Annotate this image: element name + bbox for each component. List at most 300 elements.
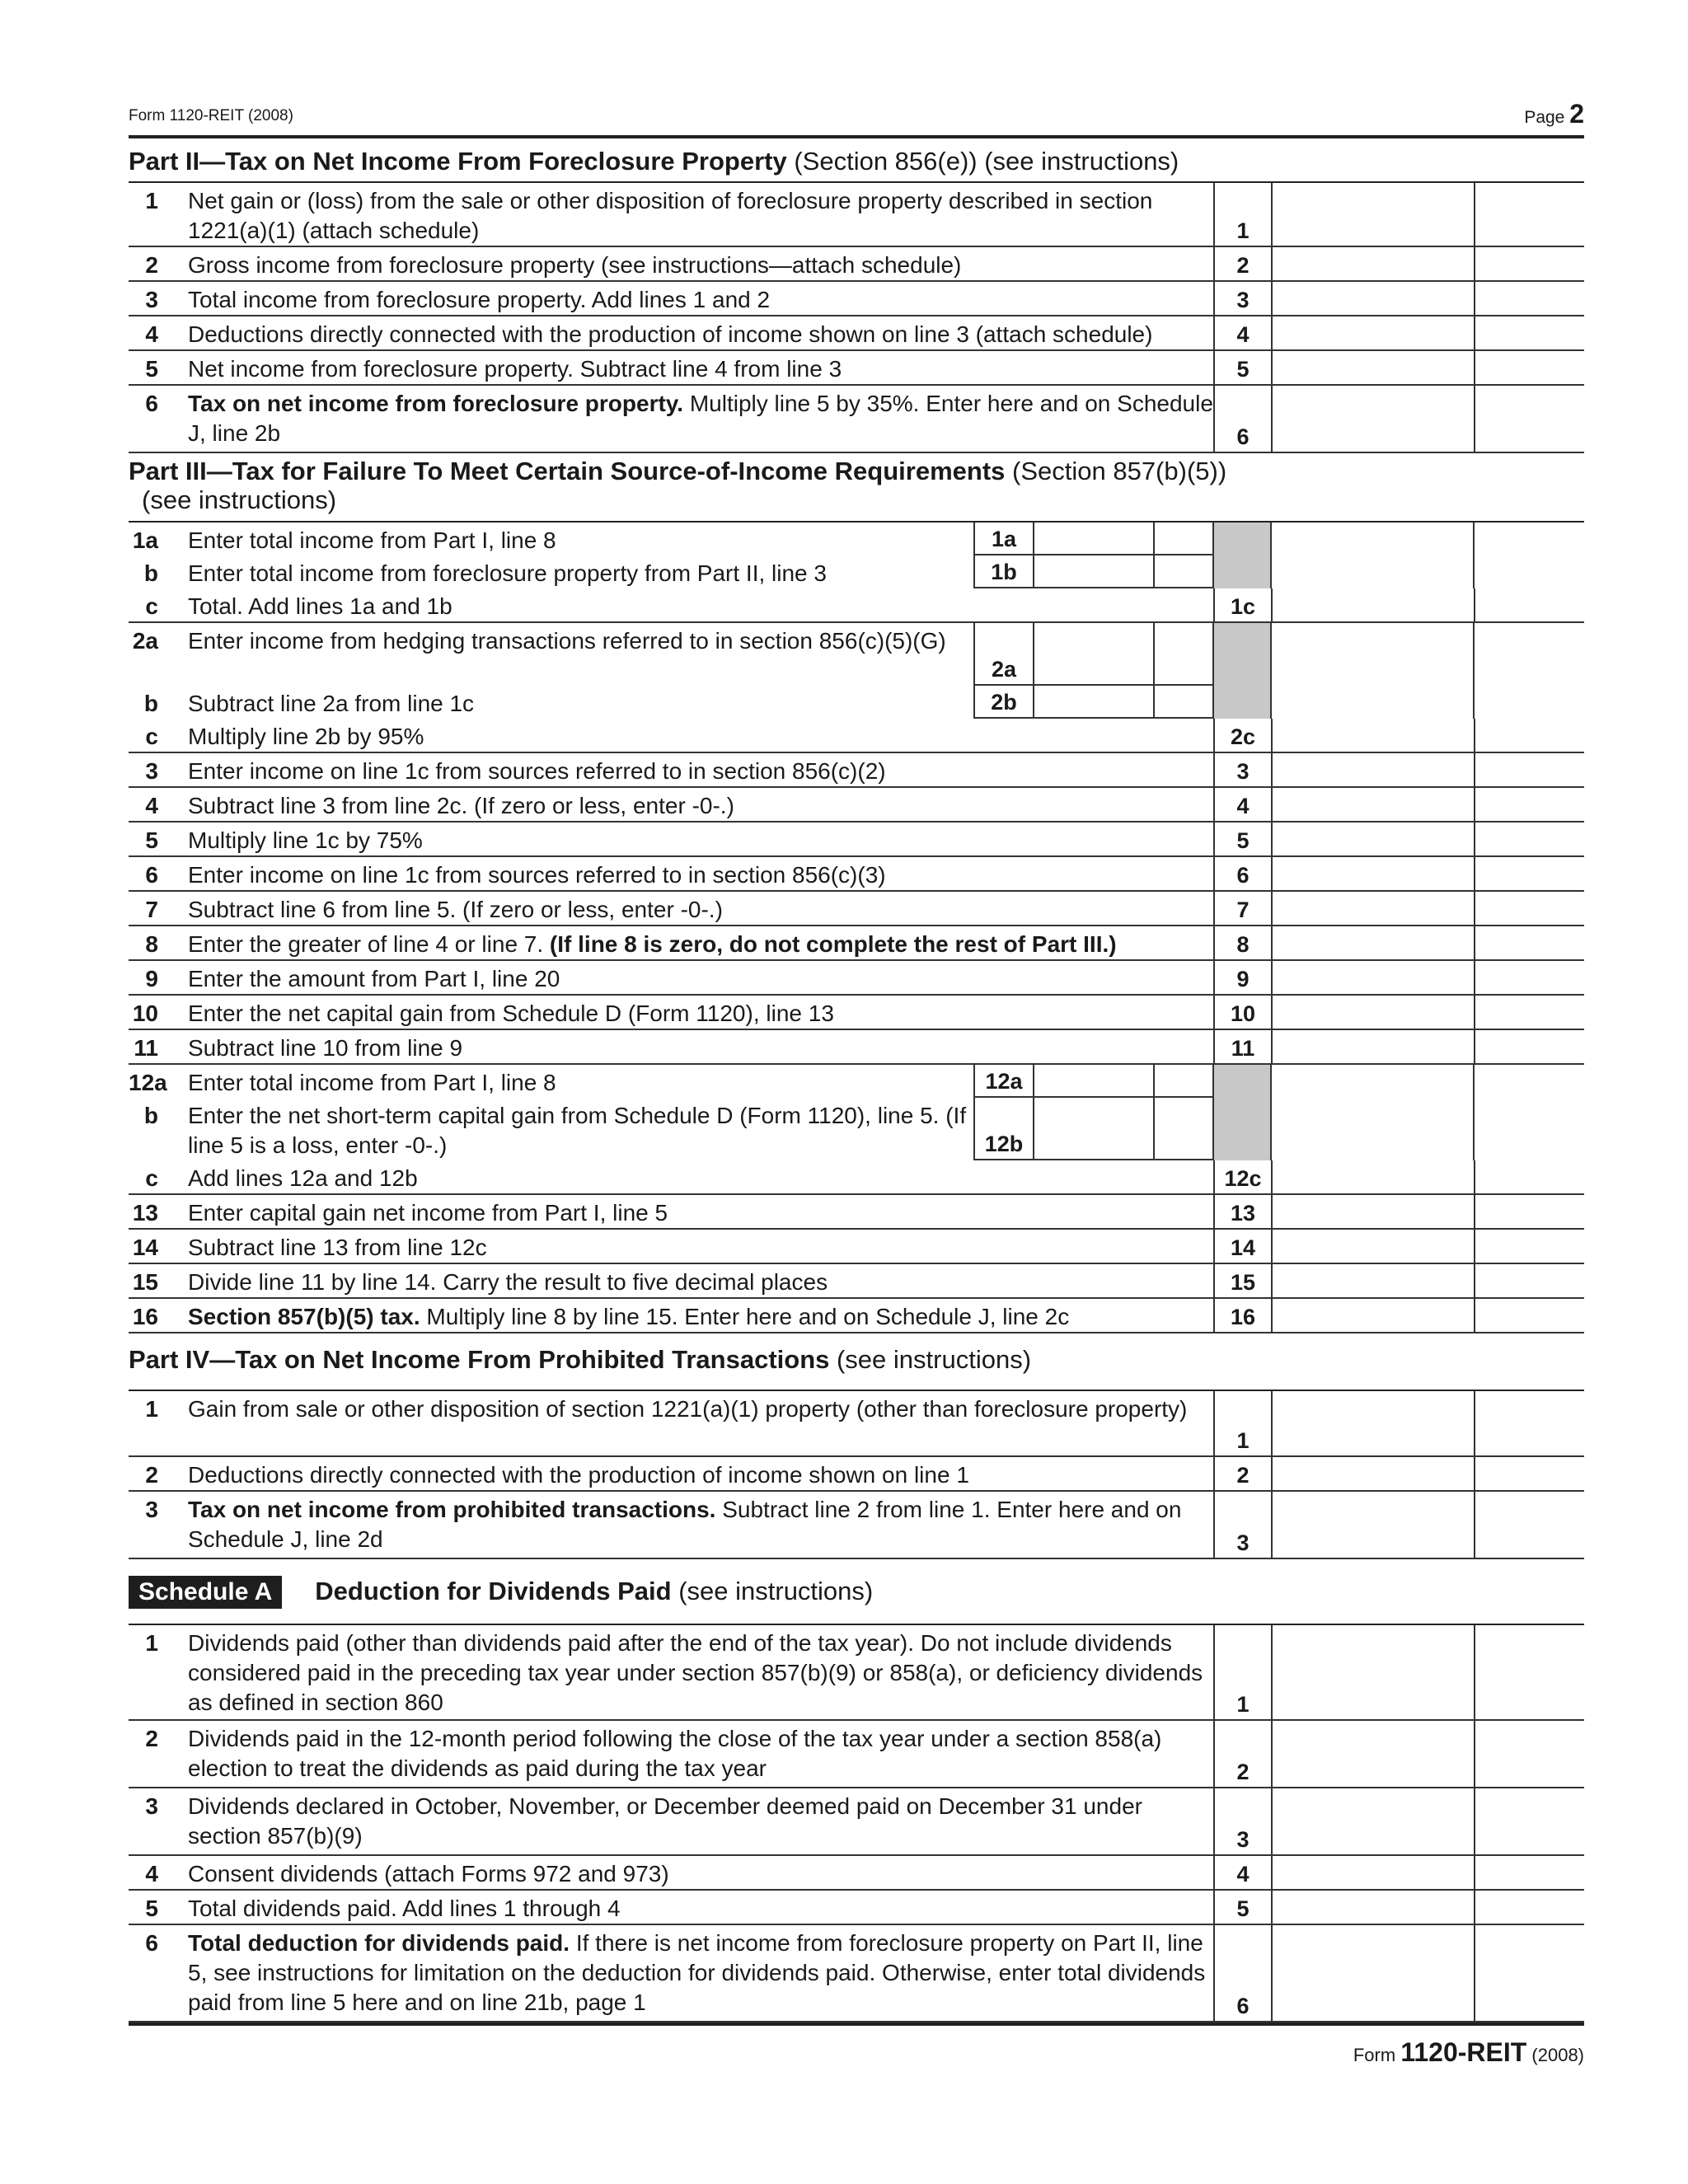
amount-field[interactable] — [1271, 588, 1474, 621]
amount-field[interactable] — [1271, 247, 1474, 280]
line-description — [158, 1195, 1213, 1228]
part3-title: Part III—Tax for Failure To Meet Certain Source-of-Income Requirements (Section 857(b)(5)) — [129, 457, 1227, 485]
line-box — [1213, 1391, 1271, 1455]
inner-line-box — [973, 555, 1033, 588]
line-text: Divide line 11 by line 14. Carry the result to five decimal places — [188, 1269, 828, 1295]
part3-line-1 — [129, 555, 1584, 588]
line-description — [158, 282, 1213, 315]
line-text: Multiply line 5 by 35%. Enter here and on Schedule J, line 2b — [188, 391, 1213, 446]
line-description — [158, 555, 973, 588]
line-text: Dividends declared in October, November, or December deemed paid on December 31 under section 857(b)(9) — [188, 1793, 1142, 1849]
box-label: 15 — [1230, 1270, 1256, 1295]
line-number: 2 — [145, 1462, 158, 1488]
line-text: Net income from foreclosure property. Subtract line 4 from line 3 — [188, 356, 842, 382]
part3-line-5 — [129, 719, 1584, 753]
line-description — [158, 926, 1213, 959]
cents-field-disabled — [1473, 523, 1532, 555]
box-label: 1 — [1236, 218, 1250, 243]
cents-field[interactable] — [1474, 926, 1533, 959]
amount-field[interactable] — [1271, 1788, 1474, 1854]
cents-field[interactable] — [1474, 1230, 1533, 1263]
line-box — [1213, 719, 1271, 752]
line-description — [158, 1856, 1213, 1889]
box-label: 2 — [1236, 1463, 1250, 1488]
part3-line-10 — [129, 892, 1584, 926]
line-box — [1213, 316, 1271, 349]
inner-amount-field[interactable] — [1033, 523, 1153, 555]
cents-field[interactable] — [1474, 1492, 1533, 1558]
part2-line-2 — [129, 282, 1584, 316]
line-description — [158, 351, 1213, 384]
cents-field[interactable] — [1474, 961, 1533, 994]
cents-field-disabled — [1473, 1098, 1532, 1160]
amount-field-disabled — [1270, 1098, 1473, 1160]
amount-field[interactable] — [1271, 183, 1474, 246]
line-box — [1213, 386, 1271, 452]
part3-line-0 — [129, 523, 1584, 555]
form-page — [129, 97, 1584, 2068]
cents-field[interactable] — [1474, 1264, 1533, 1297]
amount-field[interactable] — [1271, 753, 1474, 786]
amount-field[interactable] — [1271, 1457, 1474, 1490]
amount-field[interactable] — [1271, 1721, 1474, 1787]
line-description — [158, 588, 1213, 621]
part4-line-0 — [129, 1391, 1584, 1457]
box-label: 16 — [1230, 1305, 1256, 1329]
line-box — [1213, 857, 1271, 890]
cents-field[interactable] — [1474, 588, 1533, 621]
amount-field-disabled — [1270, 686, 1473, 719]
line-text: Total income from foreclosure property. Add lines 1 and 2 — [188, 287, 771, 312]
inner-cents-field[interactable] — [1153, 555, 1212, 588]
line-number: 1 — [145, 1630, 158, 1656]
scheduleA-line-1 — [129, 1721, 1584, 1788]
amount-field[interactable] — [1271, 1492, 1474, 1558]
box-label: 8 — [1236, 932, 1250, 957]
cents-field[interactable] — [1474, 753, 1533, 786]
line-text: Subtract line 2a from line 1c — [188, 691, 475, 716]
line-box — [1213, 1230, 1271, 1263]
part2-title: Part II—Tax on Net Income From Foreclosure Property (Section 856(e)) (see instructions) — [129, 147, 1179, 176]
scheduleA-section — [129, 1624, 1584, 2026]
part3-line-15 — [129, 1065, 1584, 1098]
line-text: Enter income from hedging transactions referred to in section 856(c)(5)(G) — [188, 628, 946, 654]
line-text: Consent dividends (attach Forms 972 and 973) — [188, 1861, 669, 1886]
part4-line-2 — [129, 1492, 1584, 1559]
line-description — [158, 686, 973, 719]
line-description — [158, 1160, 1213, 1193]
amount-field[interactable] — [1271, 1160, 1474, 1193]
line-text: Multiply line 2b by 95% — [188, 724, 424, 749]
line-box — [1213, 788, 1271, 821]
line-description — [158, 1098, 973, 1160]
line-number: 3 — [145, 1497, 158, 1522]
cents-field[interactable] — [1474, 1788, 1533, 1854]
line-text: Net gain or (loss) from the sale or other disposition of foreclosure property described in section 1221(a)(1) (attach schedule) — [188, 188, 1153, 243]
line-text: Dividends paid in the 12-month period following the close of the tax year under a section 858(a) election to treat the dividends as paid during the tax year — [188, 1726, 1162, 1781]
amount-field[interactable] — [1271, 316, 1474, 349]
amount-field[interactable] — [1271, 892, 1474, 925]
inner-line-box — [973, 1065, 1033, 1098]
amount-field[interactable] — [1271, 351, 1474, 384]
part3-line-4 — [129, 686, 1584, 719]
box-label: 1 — [1236, 1428, 1250, 1453]
box-label: 4 — [1236, 794, 1250, 818]
line-box — [1213, 1891, 1271, 1924]
line-box — [1213, 588, 1271, 621]
line-description — [158, 1230, 1213, 1263]
inner-line-box — [973, 1098, 1033, 1160]
box-label: 7 — [1236, 898, 1250, 922]
line-number: 4 — [145, 793, 158, 818]
cents-field[interactable] — [1474, 1891, 1533, 1924]
cents-field[interactable] — [1474, 247, 1533, 280]
inner-amount-field[interactable] — [1033, 686, 1153, 719]
line-text: Total. Add lines 1a and 1b — [188, 593, 452, 619]
line-box — [1213, 892, 1271, 925]
cents-field[interactable] — [1474, 1625, 1533, 1719]
line-bold-text: Total deduction for dividends paid. — [188, 1930, 570, 1956]
line-text: Add lines 12a and 12b — [188, 1165, 418, 1191]
line-text: Total dividends paid. Add lines 1 through 4 — [188, 1896, 621, 1921]
line-box — [1213, 753, 1271, 786]
inner-box-label: 12a — [985, 1069, 1023, 1094]
cents-field[interactable] — [1474, 386, 1533, 452]
inner-amount-field[interactable] — [1033, 555, 1153, 588]
line-number: 3 — [145, 287, 158, 312]
line-description — [158, 623, 973, 686]
line-number: b — [143, 691, 158, 716]
line-number: 2 — [145, 1726, 158, 1751]
line-number: 3 — [145, 758, 158, 784]
box-label: 2 — [1236, 253, 1250, 278]
inner-line-box — [973, 623, 1033, 686]
line-bold-text: Section 857(b)(5) tax. — [188, 1304, 420, 1329]
line-description — [158, 961, 1213, 994]
amount-field[interactable] — [1271, 1195, 1474, 1228]
line-text: Enter total income from Part I, line 8 — [188, 1070, 556, 1095]
line-number: c — [145, 724, 158, 749]
amount-field[interactable] — [1271, 1264, 1474, 1297]
box-label: 13 — [1230, 1201, 1256, 1226]
box-label: 5 — [1236, 357, 1250, 382]
line-description — [158, 316, 1213, 349]
inner-amount-field[interactable] — [1033, 1098, 1153, 1160]
part3-line-12 — [129, 961, 1584, 996]
shaded-box — [1212, 523, 1270, 555]
amount-field[interactable] — [1271, 1891, 1474, 1924]
line-description — [158, 523, 973, 555]
amount-field[interactable] — [1271, 282, 1474, 315]
line-text: Enter income on line 1c from sources referred to in section 856(c)(3) — [188, 862, 886, 888]
cents-field[interactable] — [1474, 1195, 1533, 1228]
cents-field[interactable] — [1474, 719, 1533, 752]
line-description — [158, 1492, 1213, 1558]
line-description — [158, 1065, 973, 1098]
line-box — [1213, 1625, 1271, 1719]
line-text: Multiply line 1c by 75% — [188, 827, 423, 853]
line-text: Subtract line 10 from line 9 — [188, 1035, 463, 1061]
line-box — [1213, 351, 1271, 384]
line-number: 5 — [145, 356, 158, 382]
inner-amount-field[interactable] — [1033, 1065, 1153, 1098]
line-box — [1213, 1457, 1271, 1490]
part3-line-19 — [129, 1230, 1584, 1264]
box-label: 5 — [1236, 828, 1250, 853]
shaded-box — [1212, 686, 1270, 719]
amount-field-disabled — [1270, 1065, 1473, 1098]
part4-section — [129, 1390, 1584, 1559]
box-label: 10 — [1230, 1001, 1256, 1026]
line-number: 1 — [145, 1396, 158, 1422]
line-number: 2a — [132, 628, 158, 654]
amount-field-disabled — [1270, 523, 1473, 555]
box-label: 1c — [1230, 594, 1256, 619]
line-text: Subtract line 2 from line 1. Enter here and on Schedule J, line 2d — [188, 1497, 1182, 1552]
part3-line-7 — [129, 788, 1584, 823]
amount-field[interactable] — [1271, 926, 1474, 959]
shaded-box — [1212, 555, 1270, 588]
part4-line-1 — [129, 1457, 1584, 1492]
line-description — [158, 1625, 1213, 1719]
line-number: 6 — [145, 862, 158, 888]
box-label: 6 — [1236, 1994, 1250, 2018]
line-number: 12a — [129, 1070, 167, 1095]
cents-field[interactable] — [1474, 892, 1533, 925]
box-label: 6 — [1236, 424, 1250, 449]
part2-line-3 — [129, 316, 1584, 351]
inner-amount-field[interactable] — [1033, 623, 1153, 686]
line-box — [1213, 1195, 1271, 1228]
cents-field[interactable] — [1474, 1856, 1533, 1889]
amount-field[interactable] — [1271, 1625, 1474, 1719]
inner-cents-field[interactable] — [1153, 1065, 1212, 1098]
cents-field[interactable] — [1474, 1030, 1533, 1063]
amount-field[interactable] — [1271, 961, 1474, 994]
cents-field[interactable] — [1474, 1721, 1533, 1787]
line-box — [1213, 1160, 1271, 1193]
line-bold-note: (If line 8 is zero, do not complete the rest of Part III.) — [549, 931, 1117, 957]
line-text: Enter income on line 1c from sources referred to in section 856(c)(2) — [188, 758, 886, 784]
line-description — [158, 1721, 1213, 1787]
amount-field[interactable] — [1271, 719, 1474, 752]
box-label: 2 — [1236, 1760, 1250, 1784]
part3-line-8 — [129, 823, 1584, 857]
line-number: 1 — [145, 188, 158, 213]
line-text: Enter the amount from Part I, line 20 — [188, 966, 560, 991]
line-text: Enter capital gain net income from Part I, line 5 — [188, 1200, 668, 1226]
cents-field[interactable] — [1474, 316, 1533, 349]
box-label: 9 — [1236, 967, 1250, 991]
amount-field[interactable] — [1271, 1856, 1474, 1889]
line-box — [1213, 183, 1271, 246]
line-number: 15 — [132, 1269, 158, 1295]
line-box — [1213, 1030, 1271, 1063]
box-label: 3 — [1236, 288, 1250, 312]
inner-box-label: 1a — [991, 527, 1017, 551]
line-description — [158, 1925, 1213, 2021]
part2-line-1 — [129, 247, 1584, 282]
part3-line-9 — [129, 857, 1584, 892]
line-description — [158, 1391, 1213, 1455]
line-text: Gross income from foreclosure property (see instructions—attach schedule) — [188, 252, 962, 278]
part3-section — [129, 521, 1584, 1333]
line-number: 10 — [132, 1001, 158, 1026]
box-label: 14 — [1230, 1235, 1256, 1260]
page-footer: Form 1120-REIT (2008) — [1353, 2037, 1584, 2067]
line-text: Deductions directly connected with the production of income shown on line 3 (attach schedule) — [188, 321, 1153, 347]
inner-line-box — [973, 523, 1033, 555]
line-description — [158, 386, 1213, 452]
cents-field[interactable] — [1474, 1925, 1533, 2021]
box-label: 6 — [1236, 863, 1250, 888]
line-box — [1213, 1788, 1271, 1854]
line-box — [1213, 926, 1271, 959]
cents-field[interactable] — [1474, 351, 1533, 384]
line-number: 16 — [132, 1304, 158, 1329]
scheduleA-line-4 — [129, 1891, 1584, 1925]
line-box — [1213, 996, 1271, 1029]
line-number: 4 — [145, 321, 158, 347]
part3-line-17 — [129, 1160, 1584, 1195]
page-number: Page 2 — [1524, 99, 1584, 129]
amount-field[interactable] — [1271, 1925, 1474, 2021]
line-text: Enter total income from foreclosure property from Part II, line 3 — [188, 560, 827, 586]
amount-field[interactable] — [1271, 1230, 1474, 1263]
line-box — [1213, 1856, 1271, 1889]
part2-line-0 — [129, 183, 1584, 247]
part3-line-16 — [129, 1098, 1584, 1160]
cents-field[interactable] — [1474, 1391, 1533, 1455]
amount-field[interactable] — [1271, 1391, 1474, 1455]
line-number: 5 — [145, 827, 158, 853]
amount-field-disabled — [1270, 555, 1473, 588]
line-number: 8 — [145, 931, 158, 957]
amount-field[interactable] — [1271, 788, 1474, 821]
box-label: 4 — [1236, 322, 1250, 347]
box-label: 2c — [1230, 724, 1256, 749]
inner-cents-field[interactable] — [1153, 623, 1212, 686]
cents-field[interactable] — [1474, 1160, 1533, 1193]
scheduleA-line-0 — [129, 1625, 1584, 1721]
amount-field[interactable] — [1271, 857, 1474, 890]
box-label: 12c — [1224, 1166, 1262, 1191]
line-number: 6 — [145, 1930, 158, 1956]
cents-field[interactable] — [1474, 857, 1533, 890]
line-number: 5 — [145, 1896, 158, 1921]
amount-field[interactable] — [1271, 1299, 1474, 1332]
line-box — [1213, 1721, 1271, 1787]
form-id: Form 1120-REIT (2008) — [129, 107, 293, 124]
cents-field[interactable] — [1474, 788, 1533, 821]
inner-box-label: 2a — [991, 657, 1017, 682]
box-label: 11 — [1231, 1036, 1255, 1061]
line-box — [1213, 1264, 1271, 1297]
line-box — [1213, 961, 1271, 994]
box-label: 3 — [1236, 759, 1250, 784]
cents-field[interactable] — [1474, 1299, 1533, 1332]
scheduleA-line-2 — [129, 1788, 1584, 1856]
line-number: b — [143, 560, 158, 586]
line-description — [158, 892, 1213, 925]
line-description — [158, 753, 1213, 786]
line-number: 3 — [145, 1793, 158, 1819]
amount-field[interactable] — [1271, 1030, 1474, 1063]
line-description — [158, 1457, 1213, 1490]
cents-field[interactable] — [1474, 183, 1533, 246]
cents-field[interactable] — [1474, 1457, 1533, 1490]
part3-line-2 — [129, 588, 1584, 623]
line-number: 1a — [132, 527, 158, 553]
cents-field-disabled — [1473, 686, 1532, 719]
part3-line-6 — [129, 753, 1584, 788]
box-label: 1 — [1236, 1692, 1250, 1717]
line-text: Enter the greater of line 4 or line 7. — [188, 931, 550, 957]
line-text: Subtract line 6 from line 5. (If zero or less, enter -0-.) — [188, 897, 723, 922]
line-box — [1213, 1925, 1271, 2021]
line-number: 14 — [132, 1235, 158, 1260]
inner-box-label: 2b — [991, 690, 1017, 715]
schedule-badge: Schedule A — [129, 1576, 282, 1609]
cents-field[interactable] — [1474, 823, 1533, 855]
amount-field[interactable] — [1271, 996, 1474, 1029]
line-number: c — [145, 593, 158, 619]
amount-field-disabled — [1270, 623, 1473, 686]
part3-subtitle: (see instructions) — [142, 485, 337, 514]
shaded-box — [1212, 623, 1270, 686]
line-text: Deductions directly connected with the production of income shown on line 1 — [188, 1462, 969, 1488]
shaded-box — [1212, 1098, 1270, 1160]
part3-line-21 — [129, 1299, 1584, 1333]
inner-cents-field[interactable] — [1153, 686, 1212, 719]
scheduleA-title: Schedule A Deduction for Dividends Paid (see instructions) — [129, 1559, 1584, 1624]
amount-field[interactable] — [1271, 823, 1474, 855]
line-text: Multiply line 8 by line 15. Enter here and on Schedule J, line 2c — [420, 1304, 1070, 1329]
line-description — [158, 1891, 1213, 1924]
part2-line-5 — [129, 386, 1584, 453]
amount-field[interactable] — [1271, 386, 1474, 452]
box-label: 3 — [1236, 1827, 1250, 1852]
line-description — [158, 1299, 1213, 1332]
line-number: 2 — [145, 252, 158, 278]
scheduleA-line-5 — [129, 1925, 1584, 2022]
box-label: 4 — [1236, 1862, 1250, 1886]
line-description — [158, 788, 1213, 821]
line-number: 7 — [145, 897, 158, 922]
line-description — [158, 1788, 1213, 1854]
scheduleA-line-3 — [129, 1856, 1584, 1891]
line-box — [1213, 1299, 1271, 1332]
line-number: b — [143, 1103, 158, 1128]
shaded-box — [1212, 1065, 1270, 1098]
cents-field[interactable] — [1474, 282, 1533, 315]
part3-line-11 — [129, 926, 1584, 961]
line-box — [1213, 247, 1271, 280]
part3-line-18 — [129, 1195, 1584, 1230]
cents-field-disabled — [1473, 1065, 1532, 1098]
page-header — [129, 97, 1584, 138]
line-text: Gain from sale or other disposition of section 1221(a)(1) property (other than foreclosure property) — [188, 1396, 1188, 1422]
cents-field[interactable] — [1474, 996, 1533, 1029]
line-description — [158, 247, 1213, 280]
line-number: 6 — [145, 391, 158, 416]
inner-line-box — [973, 686, 1033, 719]
part3-line-14 — [129, 1030, 1584, 1065]
line-text: Subtract line 13 from line 12c — [188, 1235, 487, 1260]
inner-cents-field[interactable] — [1153, 523, 1212, 555]
inner-cents-field[interactable] — [1153, 1098, 1212, 1160]
inner-box-label: 12b — [984, 1132, 1024, 1156]
